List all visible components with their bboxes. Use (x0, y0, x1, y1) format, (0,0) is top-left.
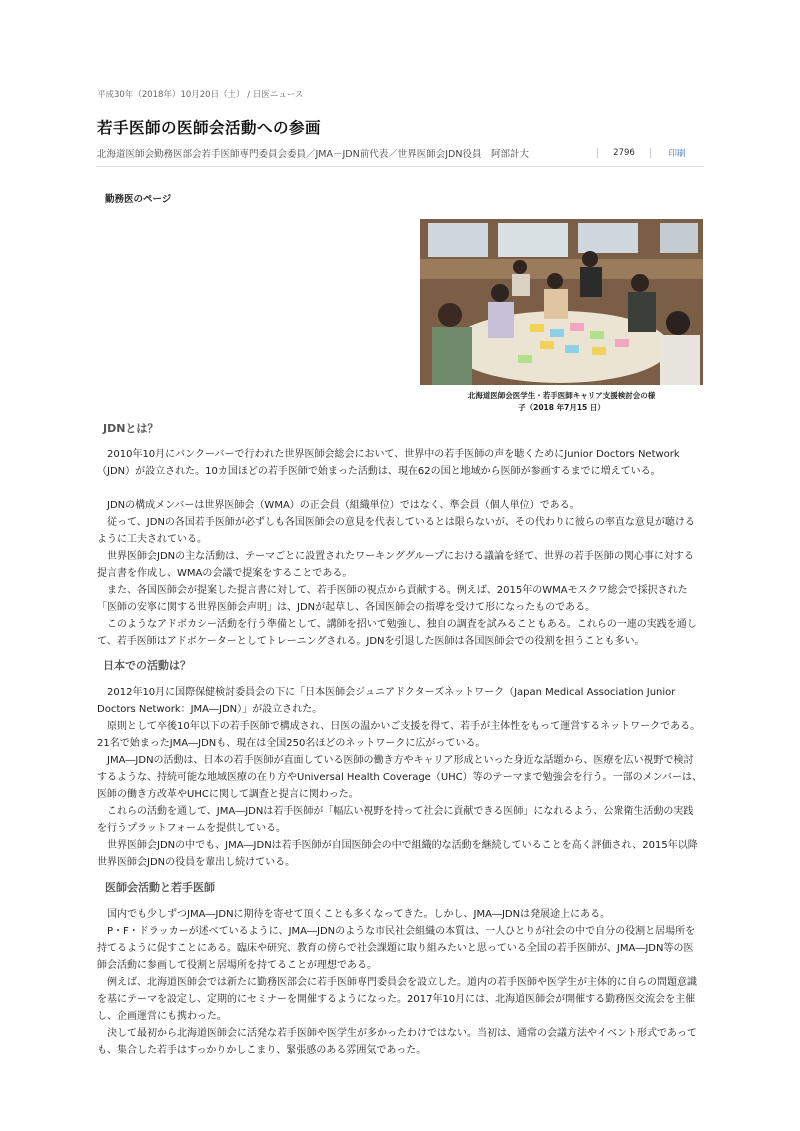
paragraph: 従って、JDNの各国若手医師が必ずしも各国医師会の意見を代表しているとは限らないが、その代わりに彼らの率直な意見が聴けるように工夫されている。 (97, 517, 695, 545)
paragraph: このようなアドボカシー活動を行う準備として、講師を招いて勉強し、独自の調査を試みることもある。これらの一連の実践を通して、若手医師はアドボケーターとしてトレーニングされる。JDNを引退した医師は各国医師会での役割を担うことも多い。 (97, 619, 697, 647)
section-heading-activities: 医師会活動と若手医師 (105, 881, 215, 894)
page-title: 若手医師の医師会活動への参画 (97, 119, 322, 137)
article (97, 88, 703, 1056)
paragraph: 世界医師会JDNの主な活動は、テーマごとに設置されたワーキンググループにおける議論を経て、世界の若手医師の関心事に対する提言書を作成し、WMAの会議で提案をすることである。 (97, 551, 694, 579)
paragraph: 決して最初から北海道医師会に活発な若手医師や医学生が多かったわけではない。当初は、通常の会議方法やイベント形式であっても、集合した若手はすっかりかしこまり、緊張感のある雰囲気であった。 (97, 1028, 697, 1056)
print-link[interactable]: 印刷 (668, 149, 686, 159)
paragraph: 国内でも少しずつJMA―JDNに期待を寄せて頂くことも多くなってきた。しかし、JMA―JDNは発展途上にある。 (97, 909, 611, 920)
paragraph: 世界医師会JDNの中でも、JMA―JDNは若手医師が自国医師会の中で組織的な活動を継続していることを高く評価され、2015年以降世界医師会JDNの役員を輩出し続けている。 (97, 840, 698, 868)
meeting-photo (420, 219, 703, 385)
paragraph: これらの活動を通して、JMA―JDNは若手医師が「幅広い視野を持って社会に貢献できる医師」になれるよう、公衆衛生活動の実践を行うプラットフォームを提供している。 (97, 806, 694, 834)
date-source: 平成30年（2018年）10月20日（土） / 日医ニュース (97, 90, 304, 100)
category-label: 勤務医のページ (105, 194, 172, 205)
paragraph: JMA―JDNの活動は、日本の若手医師が直面している医師の働き方やキャリア形成といった身近な話題から、医療を広い視野で検討するような、持続可能な地域医療の在り方やUniversal Health Coverage（UHC）等のテーマまで勉強会を行う。一部のメンバーは、医師の働き方改革やUHCに関して調査と提言に関わった。 (97, 755, 702, 800)
photo-figure (420, 219, 703, 414)
photo-caption (420, 390, 703, 414)
paragraph: JDNの構成メンバーは世界医師会（WMA）の正会員（組織単位）ではなく、準会員（個人単位）である。 (97, 500, 580, 511)
paragraph: 例えば、北海道医師会では新たに勤務医部会に若手医師専門委員会を設立した。道内の若手医師や医学生が主体的に自らの問題意識を基にテーマを設定し、定期的にセミナーを開催するようになった。2017年10月には、北海道医師会が開催する勤務医交流会を主催し、企画運営にも携わった。 (97, 977, 697, 1022)
paragraph: 原則として卒後10年以下の若手医師で構成され、日医の温かいご支援を得て、若手が主体性をもって運営するネットワークである。21名で始まったJMA―JDNも、現在は全国250名ほどのネットワークに広がっている。 (97, 721, 701, 749)
paragraph: 2012年10月に国際保健検討委員会の下に「日本医師会ジュニアドクターズネットワーク（Japan Medical Association Junior Doctors Network：JMA―JDN）」が設立された。 (97, 687, 676, 715)
caption-line-1: 北海道医師会医学生・若手医師キャリア支援検討会の様 (467, 391, 656, 400)
paragraph: また、各国医師会が提案した提言書に対して、若手医師の視点から貢献する。例えば、2015年のWMAモスクワ総会で採択された「医師の安寧に関する世界医師会声明」は、JDNが起草し、各国医師会の指導を受けて形になったものである。 (97, 585, 688, 613)
byline-row (97, 144, 703, 167)
section-heading-japan: 日本での活動は？ (103, 659, 191, 672)
section-heading-jdn: JDNとは？ (103, 422, 159, 435)
caption-line-2: 子（2018 年7月15 日） (518, 403, 605, 412)
paragraph: P・F・ドラッカーが述べているように、JMA―JDNのような市民社会組織の本質は、一人ひとりが社会の中で自分の役割と居場所を持てるように促すことにある。臨床や研究、教育の傍らで社会課題に取り組みたいと思っている全国の若手医師が、JMA―JDN等の医師会活動に参画して役割と居場所を持てることが理想である。 (97, 926, 696, 971)
view-count: 2796 (597, 148, 651, 158)
paragraph: 2010年10月にバンクーバーで行われた世界医師会総会において、世界中の若手医師の声を聴くためにJunior Doctors Network（JDN）が設立された。10カ国ほどの若手医師で始まった活動は、現在62の国と地域から医師が参画するまでに増えている。 (97, 449, 680, 477)
author-byline: 北海道医師会勤務医部会若手医師専門委員会委員／JMA－JDN前代表／世界医師会JDN役員 阿部計大 (97, 149, 529, 160)
